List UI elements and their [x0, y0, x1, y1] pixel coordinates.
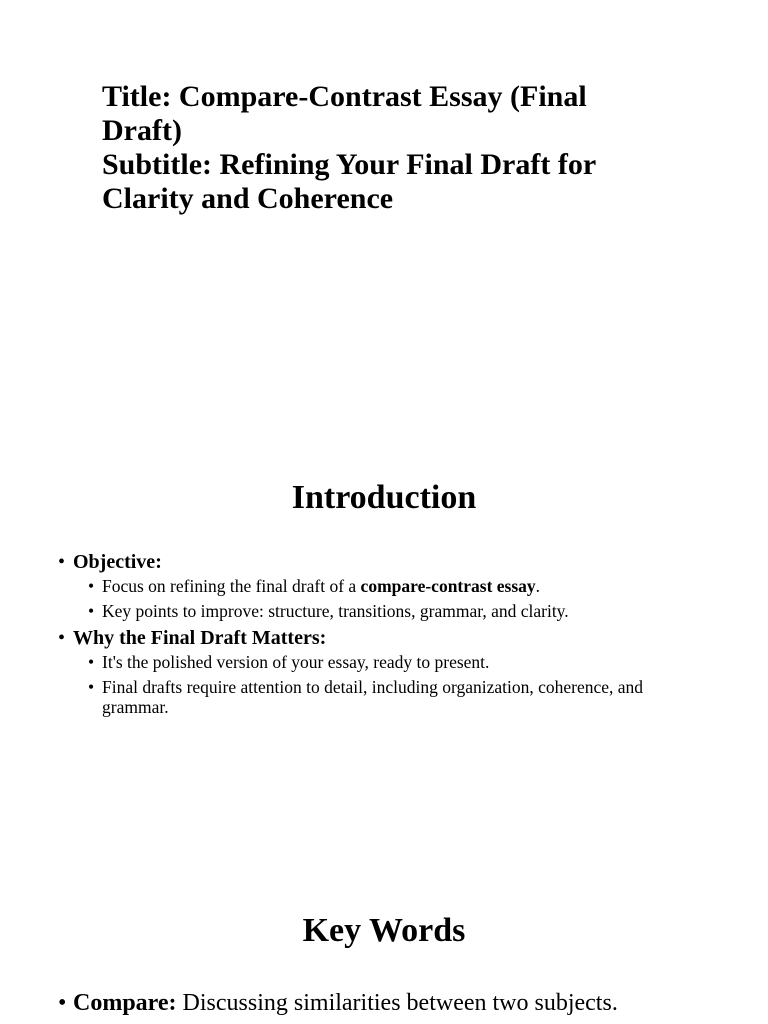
- why-sublist: [58, 652, 708, 717]
- objective-item1-bold: compare-contrast essay: [360, 576, 536, 596]
- key-words-heading: Key Words: [302, 912, 466, 949]
- introduction-heading: Introduction: [291, 479, 477, 516]
- document-subtitle: Subtitle: Refining Your Final Draft for Clarity and Coherence: [102, 148, 596, 215]
- compare-term: Compare:: [73, 990, 177, 1016]
- list-item-compare: [58, 989, 708, 1017]
- objective-item1-suffix: .: [535, 576, 541, 596]
- title-block: [102, 80, 662, 216]
- introduction-list: [58, 550, 708, 722]
- document-title: Title: Compare-Contrast Essay (Final Draft): [102, 80, 587, 147]
- list-item: [58, 576, 708, 596]
- list-item: • Final drafts require attention to detail, including organization, coherence, and grammar.: [58, 677, 708, 717]
- list-item-objective: [58, 550, 708, 574]
- list-item: • It's the polished version of your essay, ready to present.: [58, 652, 708, 672]
- list-item-why: [58, 626, 708, 650]
- objective-label: Objective:: [73, 551, 162, 573]
- compare-definition: Discussing similarities between two subjects.: [176, 990, 618, 1016]
- objective-sublist: [58, 576, 708, 621]
- why-label: Why the Final Draft Matters:: [73, 627, 327, 649]
- objective-item1-prefix: Focus on refining the final draft of a: [102, 576, 361, 596]
- key-words-list: [58, 989, 708, 1017]
- list-item: • Key points to improve: structure, transitions, grammar, and clarity.: [58, 601, 708, 621]
